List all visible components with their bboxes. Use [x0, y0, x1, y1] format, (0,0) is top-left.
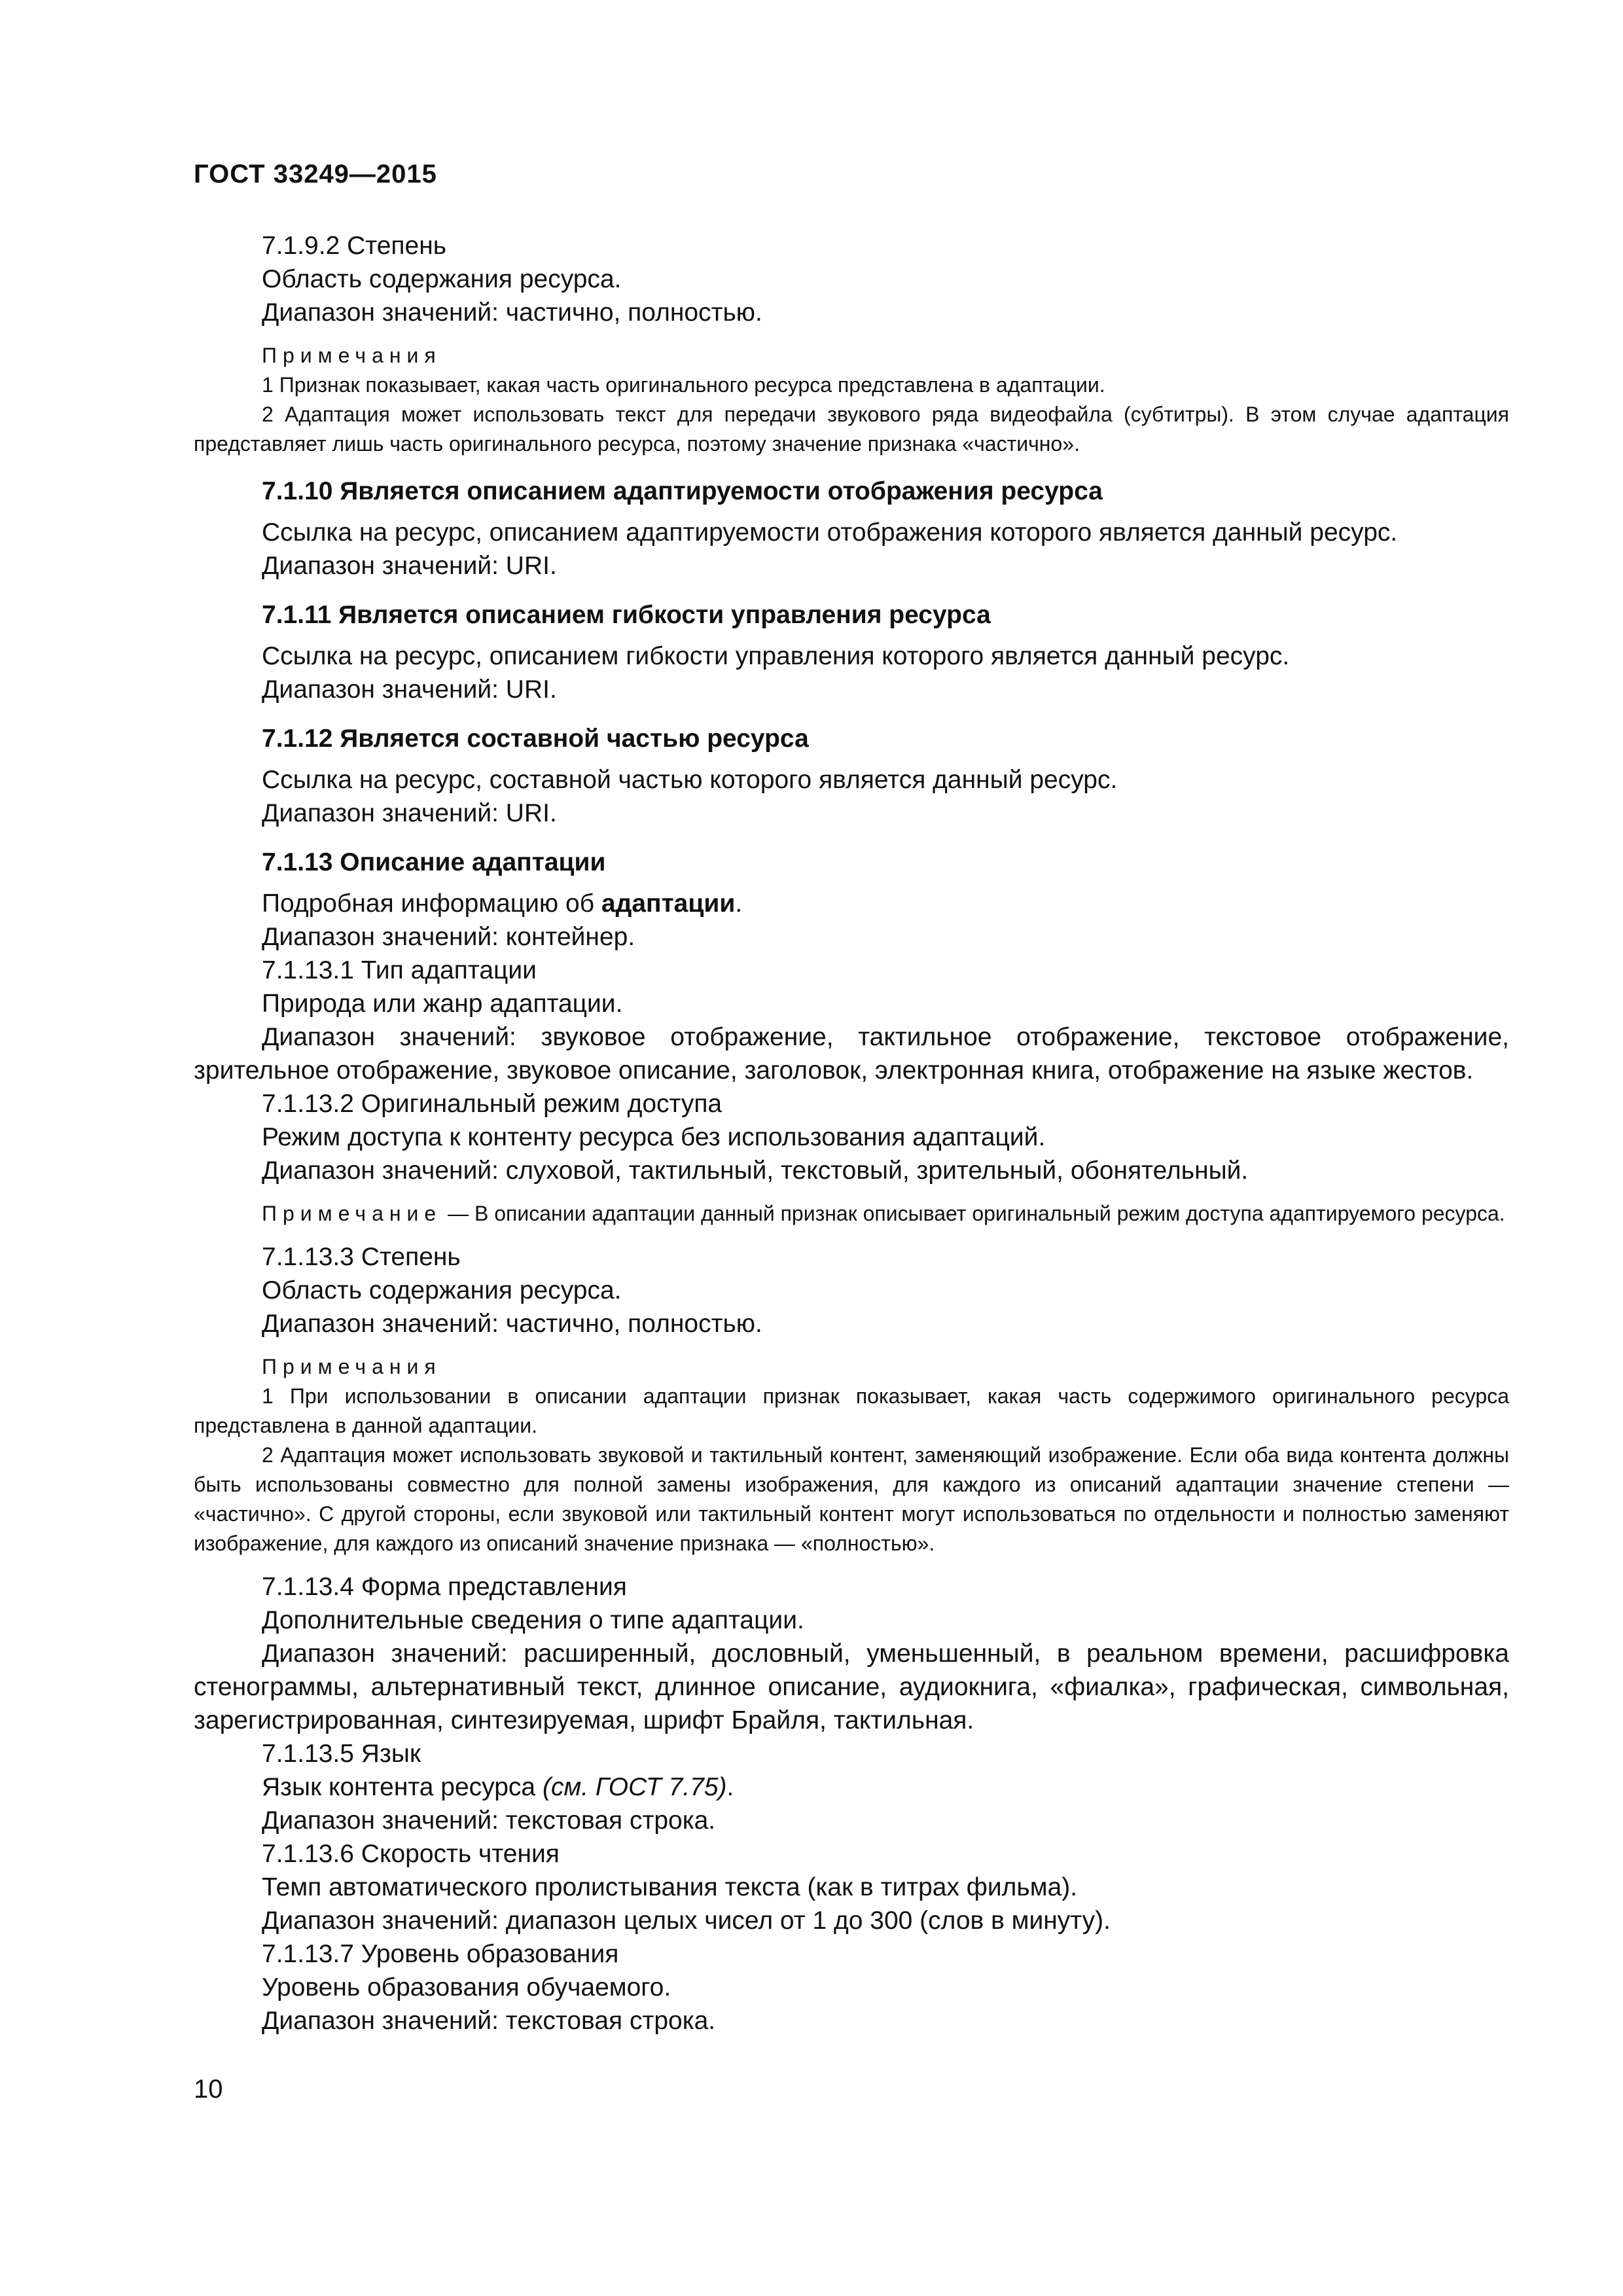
- clause-7-1-13-3-range: Диапазон значений: частично, полностью.: [262, 1310, 762, 1338]
- note-text: — В описании адаптации данный признак описывает оригинальный режим доступа адаптируемого ресурса.: [442, 1202, 1505, 1225]
- clause-7-1-13-3-definition: Область содержания ресурса.: [262, 1276, 622, 1304]
- clause-7-1-13-2-definition: Режим доступа к контенту ресурса без использования адаптаций.: [262, 1123, 1046, 1151]
- section-7-1-13-heading: 7.1.13 Описание адаптации: [262, 848, 606, 876]
- section-7-1-12-heading: 7.1.12 Является составной частью ресурса: [262, 725, 809, 753]
- page-content: [194, 229, 1509, 2037]
- clause-7-1-13-3-note-1: 1 При использовании в описании адаптации признак показывает, какая часть содержимого оригинального ресурса представлена в данной адаптации.: [194, 1384, 1509, 1437]
- clause-7-1-9-2-note-1: 1 Признак показывает, какая часть оригинального ресурса представлена в адаптации.: [262, 373, 1105, 397]
- section-7-1-10-range: Диапазон значений: URI.: [262, 552, 557, 580]
- section-7-1-11-definition: Ссылка на ресурс, описанием гибкости управления которого является данный ресурс.: [262, 642, 1290, 670]
- clause-7-1-13-1-range: Диапазон значений: звуковое отображение, тактильное отображение, текстовое отображение, зрительное отображение, звуковое описание, заголовок, электронная книга, отображение на языке жестов.: [194, 1023, 1509, 1085]
- definition-suffix: .: [735, 889, 743, 918]
- clause-7-1-9-2-note-2: 2 Адаптация может использовать текст для передачи звукового ряда видеофайла (субтитры). В этом случае адаптация представляет лишь часть оригинального ресурса, поэтому значение признака «частично».: [194, 403, 1509, 456]
- definition-prefix: Язык контента ресурса: [262, 1773, 543, 1801]
- clause-7-1-13-1-definition: Природа или жанр адаптации.: [262, 990, 623, 1018]
- definition-prefix: Подробная информацию об: [262, 889, 601, 918]
- clause-7-1-13-5-title: 7.1.13.5 Язык: [262, 1740, 421, 1768]
- clause-7-1-13-3-title: 7.1.13.3 Степень: [262, 1243, 461, 1271]
- clause-7-1-13-7-range: Диапазон значений: текстовая строка.: [262, 2007, 716, 2035]
- clause-7-1-13-7-definition: Уровень образования обучаемого.: [262, 1973, 671, 2001]
- clause-7-1-13-5-range: Диапазон значений: текстовая строка.: [262, 1806, 716, 1835]
- clause-7-1-13-3-note-2: 2 Адаптация может использовать звуковой и тактильный контент, заменяющий изображение. Если оба вида контента должны быть использованы совместно для полной замены изображения, для каждого из описаний адаптации значение степени — «частично». С другой стороны, если звуковой или тактильный контент могут использоваться по отдельности и полностью заменяют изображение, для каждого из описаний значение признака — «полностью».: [194, 1443, 1509, 1555]
- clause-7-1-13-3-notes-title: Примечания: [262, 1355, 442, 1378]
- clause-7-1-9-2-title: 7.1.9.2 Степень: [262, 232, 447, 260]
- clause-7-1-13-7-title: 7.1.13.7 Уровень образования: [262, 1940, 619, 1968]
- clause-7-1-13-4-title: 7.1.13.4 Форма представления: [262, 1573, 627, 1601]
- section-7-1-10-definition: Ссылка на ресурс, описанием адаптируемости отображения которого является данный ресурс.: [262, 518, 1398, 547]
- clause-7-1-13-6-definition: Темп автоматического пролистывания текста (как в титрах фильма).: [262, 1873, 1078, 1901]
- section-7-1-10-heading: 7.1.10 Является описанием адаптируемости отображения ресурса: [262, 477, 1103, 505]
- document-header: ГОСТ 33249—2015: [194, 160, 437, 188]
- definition-suffix: .: [726, 1773, 734, 1801]
- definition-bold-term: адаптации: [601, 889, 736, 918]
- clause-7-1-13-2-note: [194, 1199, 1509, 1229]
- clause-7-1-13-6-range: Диапазон значений: диапазон целых чисел от 1 до 300 (слов в минуту).: [262, 1907, 1111, 1935]
- section-7-1-13-definition: [194, 887, 1509, 920]
- note-label: Примечание: [262, 1202, 442, 1225]
- definition-reference: (см. ГОСТ 7.75): [542, 1773, 727, 1801]
- clause-7-1-13-2-range: Диапазон значений: слуховой, тактильный, текстовый, зрительный, обонятельный.: [262, 1157, 1249, 1185]
- clause-7-1-9-2-notes-title: Примечания: [262, 344, 442, 367]
- clause-7-1-13-5-definition: [194, 1770, 1509, 1804]
- clause-7-1-9-2-definition: Область содержания ресурса.: [262, 265, 622, 293]
- clause-7-1-9-2-range: Диапазон значений: частично, полностью.: [262, 298, 762, 327]
- section-7-1-12-range: Диапазон значений: URI.: [262, 799, 557, 827]
- section-7-1-13-range: Диапазон значений: контейнер.: [262, 923, 635, 951]
- clause-7-1-13-2-title: 7.1.13.2 Оригинальный режим доступа: [262, 1090, 722, 1118]
- section-7-1-12-definition: Ссылка на ресурс, составной частью которого является данный ресурс.: [262, 766, 1118, 794]
- section-7-1-11-heading: 7.1.11 Является описанием гибкости управления ресурса: [262, 601, 991, 629]
- page-number: 10: [194, 2075, 223, 2104]
- clause-7-1-13-4-definition: Дополнительные сведения о типе адаптации.: [262, 1606, 804, 1634]
- clause-7-1-13-4-range: Диапазон значений: расширенный, дословный, уменьшенный, в реальном времени, расшифровка стенограммы, альтернативный текст, длинное описание, аудиокнига, «фиалка», графическая, символьная, зарегистрированная, синтезируемая, шрифт Брайля, тактильная.: [194, 1640, 1509, 1734]
- clause-7-1-13-6-title: 7.1.13.6 Скорость чтения: [262, 1840, 560, 1868]
- clause-7-1-13-1-title: 7.1.13.1 Тип адаптации: [262, 956, 537, 984]
- section-7-1-11-range: Диапазон значений: URI.: [262, 675, 557, 704]
